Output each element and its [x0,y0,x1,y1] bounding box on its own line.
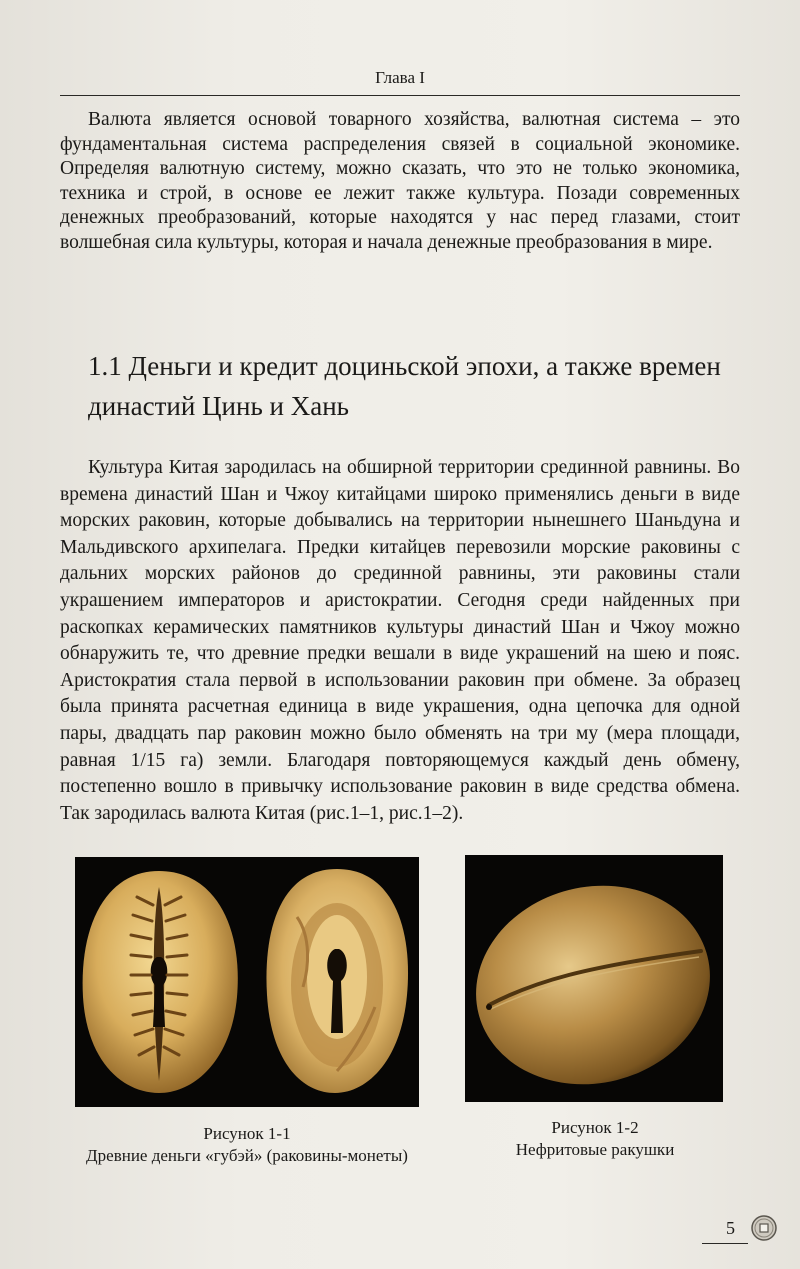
figure-cowrie-shells [75,857,419,1107]
page-number: 5 [726,1218,735,1238]
body-paragraph: Культура Китая зародилась на обширной территории срединной равнины. Во времена династий Шан и Чжоу китайцами широко применялись деньги в виде морских раковин, которые добывались на территории нынешнего Шаньдуна и Мальдивского архипелага. Предки китайцев перевозили морские раковины с дальних морских районов до срединной равнины, эти раковины стали украшением императоров и аристократии. Сегодня среди найденных при раскопках керамических памятников культуры династий Шан и Чжоу можно обнаружить те, что древние предки вешали в виде украшений на шею и пояс. Аристократия стала первой в использовании раковин при обмене. За образец была принята расчетная единица в виде украшения, одна цепочка для одной пары, двадцать пар раковин можно было обменять на три му (мера площади, равная 1/15 га) земли. Благодаря повторяющемуся каждый день обмену, постепенно вошло в привычку использование раковин в виде средства обмена. Так зародилась валюта Китая (рис.1–1, рис.1–2). [60,457,740,824]
footer-rule [702,1243,748,1244]
figure-1-text: Древние деньги «губэй» (раковины-монеты) [86,1146,408,1165]
intro-paragraph: Валюта является основой товарного хозяйства, валютная система – это фундаментальная система распределения связей в социальной экономике. Определяя валютную систему, можно сказать, что это не только экономика, техника и строй, в основе ее лежит также культура. Позади современных денежных преобразований, которые находятся у нас перед глазами, стоит волшебная сила культуры, которая и начала денежные преобразования в мире. [60,109,740,253]
section-title: 1.1 Деньги и кредит доциньской эпохи, а также времен династий Цинь и Хань [88,351,721,421]
figure-jade-shell [465,855,723,1102]
coin-icon [750,1214,778,1242]
figure-1-caption [50,1123,444,1167]
figure-2-caption [460,1117,730,1161]
cowrie-shells-photo [75,857,419,1107]
header-rule [60,95,740,96]
figure-2-text: Нефритовые ракушки [515,1140,675,1159]
running-head: Глава I [375,68,425,87]
figure-2-label: Рисунок 1-2 [551,1118,639,1137]
jade-shell-photo [465,855,723,1102]
figure-1-label: Рисунок 1-1 [203,1124,291,1143]
